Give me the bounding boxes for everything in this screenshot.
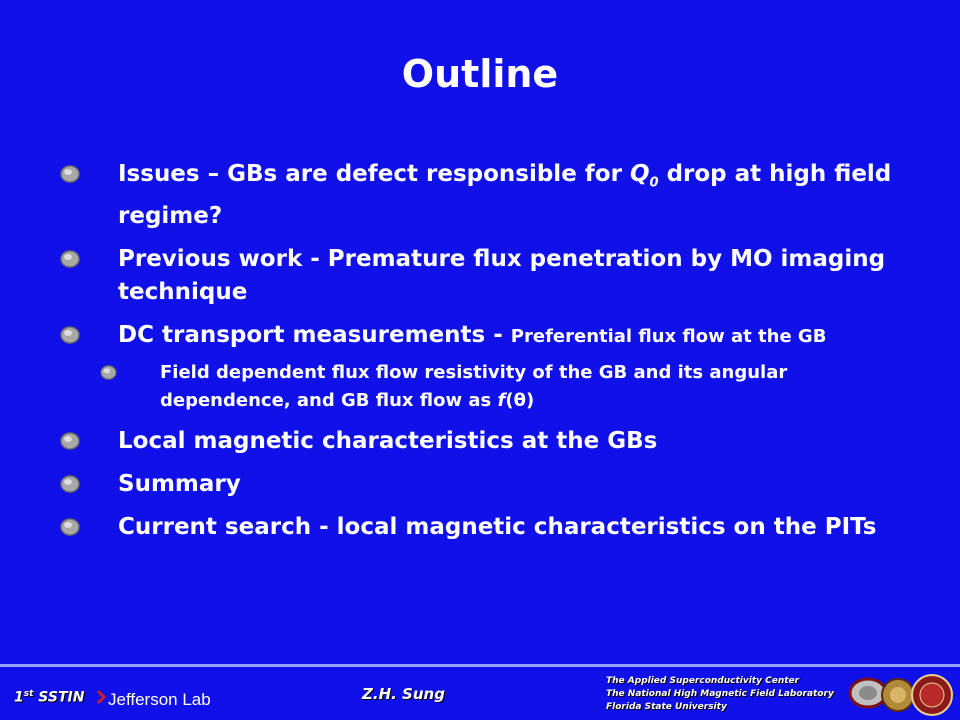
gear-bullet-icon <box>60 250 80 268</box>
conference-name: SSTIN <box>33 689 85 706</box>
bullet-list <box>60 158 920 554</box>
gear-bullet-icon <box>60 518 80 536</box>
gear-bullet-icon <box>60 475 80 493</box>
institution-line: The Applied Superconductivity Center <box>606 676 800 686</box>
institutions <box>606 675 834 714</box>
q-subscript: 0 <box>649 175 659 191</box>
bullet-text: Previous work - Premature flux penetration by MO imaging technique <box>118 245 886 305</box>
bullet-text: DC transport measurements - <box>118 321 511 348</box>
bullet-item-issues <box>60 158 920 233</box>
q-symbol: Q <box>629 161 650 187</box>
slide-title: Outline <box>401 52 559 96</box>
author-name: Z.H. Sung <box>362 685 445 703</box>
bullet-item-dc-transport <box>60 319 920 353</box>
conference-ordinal: st <box>23 689 34 699</box>
bullet-item-current-search <box>60 511 920 544</box>
institution-logos <box>848 671 956 719</box>
gear-bullet-icon <box>60 432 80 450</box>
jefferson-lab-logo <box>92 685 242 713</box>
jefferson-lab-text: Jefferson Lab <box>108 690 211 709</box>
bullet-text-small: Preferential flux flow at the GB <box>510 325 827 347</box>
bullet-text: Issues – GBs are defect responsible for <box>118 161 630 187</box>
footer <box>0 667 960 720</box>
bullet-text-end: drop at high field regime? <box>118 161 892 229</box>
institution-line: The National High Magnetic Field Laboratory <box>606 689 834 699</box>
bullet-text: Local magnetic characteristics at the GBs <box>118 427 658 454</box>
conference-label <box>14 689 84 706</box>
bullet-item-local-magnetic <box>60 425 920 458</box>
sub-bullet-item-flux-flow <box>60 359 920 415</box>
bullet-item-summary <box>60 468 920 501</box>
bullet-text: Summary <box>118 470 241 497</box>
conference-number: 1 <box>14 689 24 706</box>
sub-bullet-text: Field dependent flux flow resistivity of the GB and its angular dependence, and GB flux flow as <box>160 361 788 411</box>
gear-bullet-icon <box>60 165 80 183</box>
institution-line: Florida State University <box>606 702 727 712</box>
bullet-text: Current search - local magnetic characteristics on the PITs <box>118 513 877 540</box>
f-symbol: f <box>497 389 506 411</box>
gear-bullet-icon <box>100 365 117 380</box>
gear-bullet-icon <box>60 326 80 344</box>
sub-bullet-text-end: (θ) <box>505 389 535 411</box>
bullet-item-previous-work <box>60 243 920 309</box>
